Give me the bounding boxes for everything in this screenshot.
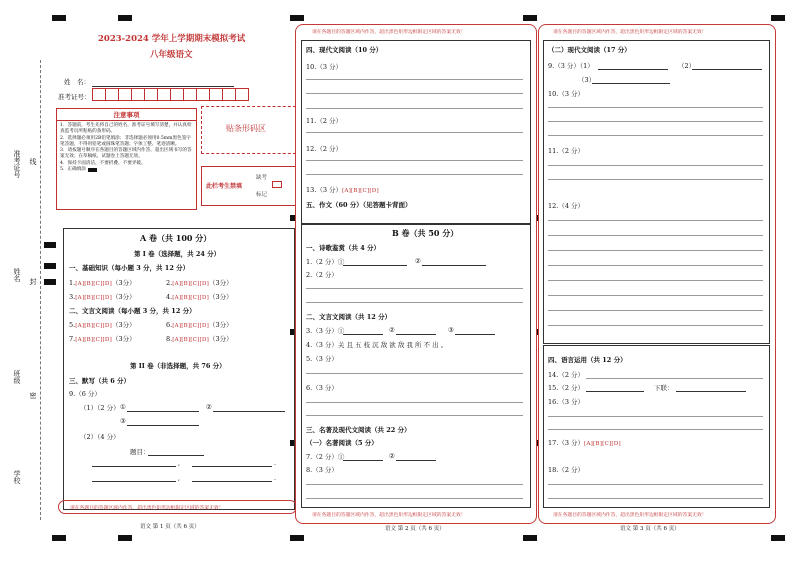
- binding-dashed-line: [40, 60, 41, 520]
- answer-line[interactable]: [306, 402, 523, 403]
- notice-box: [56, 108, 197, 210]
- p17-options[interactable]: [A][B][C][D]: [584, 441, 621, 447]
- side-label-name: 姓名: [13, 268, 21, 282]
- q10: 10.（3 分）: [306, 63, 343, 71]
- absent-k2: 标记: [256, 192, 268, 198]
- answer-line[interactable]: [306, 415, 523, 416]
- q6: 6.[A][B][C][D]（3分）: [166, 321, 233, 329]
- q12: 12.（2 分）: [306, 145, 343, 153]
- p3: 3.（3 分）①: [306, 327, 345, 335]
- answer-line[interactable]: [548, 484, 763, 485]
- section-1-title: 一、基础知识（每小题 3 分，共 12 分）: [69, 264, 190, 272]
- b-section-2: 二、文言文阅读（共 12 分）: [306, 313, 392, 321]
- notice-item: 3．请按题号顺序在各题目的答题区域内作答，超出区域书写的答案无效；在草稿纸、试题卷上答题无效。: [60, 148, 192, 160]
- warning-text: 请在各题目的答题区域内作答，超出黑色矩形边框限定区域的答案无效！: [553, 30, 707, 35]
- barcode-label: 贴条形码区: [226, 124, 266, 133]
- fill-example-icon: [88, 168, 97, 172]
- exam-subtitle: 八年级语文: [150, 50, 193, 60]
- answer-line[interactable]: [306, 174, 523, 175]
- q13: 13.（3 分）[A][B][C][D]: [306, 186, 379, 194]
- answer-line[interactable]: [548, 429, 763, 430]
- p3-c-label: ③: [448, 326, 454, 334]
- alignment-mark: [44, 279, 56, 285]
- p14: 14.（2 分）: [548, 371, 585, 379]
- p1-blank-2[interactable]: [422, 265, 486, 266]
- p15-b-label: 下联：: [654, 384, 674, 392]
- answer-line[interactable]: [548, 265, 763, 266]
- answer-line[interactable]: [548, 179, 763, 180]
- q1: 1.[A][B][C][D]（3分）: [69, 279, 136, 287]
- answer-line[interactable]: [306, 93, 523, 94]
- answer-line[interactable]: [548, 235, 763, 236]
- p1-blank-1[interactable]: [343, 265, 407, 266]
- q7: 7.[A][B][C][D]（3分）: [69, 335, 136, 343]
- side-label-xian: 线: [29, 158, 37, 165]
- answer-line[interactable]: [548, 416, 763, 417]
- blank-3[interactable]: [127, 425, 199, 426]
- answer-line[interactable]: [548, 498, 763, 499]
- q7-options[interactable]: [A][B][C][D]: [75, 337, 112, 343]
- answer-line[interactable]: [548, 135, 763, 136]
- c3-section-4: 四、语言运用（共 12 分）: [548, 356, 627, 364]
- alignment-mark: [44, 263, 56, 269]
- answer-line[interactable]: [548, 295, 763, 296]
- side-label-feng: 封: [29, 278, 37, 285]
- answer-line[interactable]: [548, 220, 763, 221]
- juan-b-title: B 卷（共 50 分）: [392, 228, 459, 238]
- page-footer: 语文 第 2 页（共 6 页）: [385, 526, 445, 532]
- warning-text: 请在各题目的答题区域内作答，超出黑色矩形边框限定区域的答案无效！: [312, 513, 466, 518]
- blank-3-label: ③: [120, 417, 126, 425]
- absent-checkbox[interactable]: [272, 181, 282, 188]
- section-2-title: 二、文言文阅读（每小题 3 分，共 12 分）: [69, 307, 196, 315]
- answer-line[interactable]: [306, 108, 523, 109]
- topic-field[interactable]: [148, 455, 204, 456]
- c3-heading: （二）现代文阅读（17 分）: [548, 46, 631, 54]
- alignment-mark: [771, 535, 785, 541]
- p12: 12.（4 分）: [548, 202, 585, 210]
- p9-blank-1[interactable]: [598, 69, 668, 70]
- p1-b-label: ②: [415, 257, 421, 265]
- b-section-3: 三、名著及现代文阅读（共 22 分）: [306, 426, 411, 434]
- p3-blank-2[interactable]: [396, 334, 436, 335]
- p9-b-label: （2）: [678, 62, 696, 70]
- id-boxes[interactable]: [92, 88, 249, 101]
- p6: 6.（3 分）: [306, 384, 338, 392]
- answer-line[interactable]: [586, 378, 763, 379]
- section-3-title: 三、默写（共 6 分）: [69, 377, 131, 385]
- blank-2[interactable]: [213, 411, 285, 412]
- q3-options[interactable]: [A][B][C][D]: [75, 295, 112, 301]
- juan-2-title: 第 II 卷（非选择题，共 76 分）: [130, 362, 226, 370]
- q4-options[interactable]: [A][B][C][D]: [172, 295, 209, 301]
- poem-line[interactable]: [192, 466, 272, 467]
- p16: 16.（3 分）: [548, 398, 585, 406]
- q13-options[interactable]: [A][B][C][D]: [342, 188, 379, 194]
- name-label: 姓 名：: [64, 78, 90, 86]
- poem-line[interactable]: [192, 481, 272, 482]
- alignment-mark: [44, 242, 56, 248]
- p7-b-label: ②: [389, 452, 395, 460]
- poem-line[interactable]: [92, 481, 176, 482]
- c2-section-5: 五、作文（60 分）（见答题卡背面）: [306, 201, 412, 209]
- page-footer: 语文 第 1 页（共 6 页）: [140, 524, 200, 530]
- alignment-mark: [290, 15, 304, 21]
- p2: 2.（2 分）: [306, 271, 338, 279]
- b-section-3a: （一）名著阅读（5 分）: [306, 439, 378, 447]
- notice-item: 4．保持卡面清洁，不要折叠、不要弄破。: [60, 160, 146, 166]
- p9-blank-3[interactable]: [592, 83, 670, 84]
- alignment-mark: [771, 15, 785, 21]
- p5: 5.（3 分）: [306, 355, 338, 363]
- answer-line[interactable]: [548, 310, 763, 311]
- alignment-mark: [52, 535, 66, 541]
- c2-section-4: 四、现代文阅读（10 分）: [306, 46, 383, 54]
- p8: 8.（3 分）: [306, 466, 338, 474]
- q2-options[interactable]: [A][B][C][D]: [172, 281, 209, 287]
- id-label: 准考证号：: [58, 93, 91, 101]
- q3: 3.[A][B][C][D]（3分）: [69, 293, 136, 301]
- exam-title: 2023-2024 学年上学期期末模拟考试: [98, 34, 246, 44]
- answer-line[interactable]: [306, 498, 523, 499]
- p11: 11.（2 分）: [548, 147, 585, 155]
- page-footer: 语文 第 3 页（共 6 页）: [620, 526, 680, 532]
- p3-b-label: ②: [389, 326, 395, 334]
- warning-text: 请在各题目的答题区域内作答，超出黑色矩形边框限定区域的答案无效！: [553, 513, 707, 518]
- q8: 8.[A][B][C][D]（3分）: [166, 335, 233, 343]
- side-label-mi: 密: [29, 392, 37, 399]
- p3-blank-3[interactable]: [455, 334, 495, 335]
- alignment-mark: [523, 15, 537, 21]
- p9-c-label: （3）: [578, 76, 596, 84]
- absent-label: 此栏考生禁填: [206, 183, 243, 190]
- b-section-1: 一、诗歌鉴赏（共 4 分）: [306, 244, 381, 252]
- side-label-school: 学校: [13, 470, 21, 484]
- q2: 2.[A][B][C][D]（3分）: [166, 279, 233, 287]
- p7-blank-1[interactable]: [343, 460, 383, 461]
- answer-line[interactable]: [306, 288, 523, 289]
- poem-line[interactable]: [92, 466, 176, 467]
- side-label-id: 准考证号: [13, 150, 21, 178]
- answer-line[interactable]: [548, 325, 763, 326]
- q9-1: （1）（2 分）: [80, 404, 120, 412]
- p10: 10.（3 分）: [548, 90, 585, 98]
- answer-line[interactable]: [306, 79, 523, 80]
- alignment-mark: [118, 15, 132, 21]
- q9-2: （2）（4 分）: [80, 433, 120, 441]
- answer-line[interactable]: [306, 484, 523, 485]
- answer-line[interactable]: [306, 302, 523, 303]
- p9: 9.（3 分）（1）: [548, 62, 594, 70]
- p17: 17.（3 分）[A][B][C][D]: [548, 439, 621, 447]
- poem-comma: ,: [178, 460, 180, 467]
- p15-blank-1[interactable]: [586, 391, 644, 392]
- name-field[interactable]: [92, 86, 234, 87]
- warning-text: 请在各题目的答题区域内作答，超出黑色矩形边框限定区域的答案无效！: [70, 506, 224, 511]
- poem-comma: .: [274, 475, 276, 482]
- juan-1-title: 第 I 卷（选择题，共 24 分）: [134, 250, 221, 258]
- p18: 18.（2 分）: [548, 466, 585, 474]
- q8-options[interactable]: [A][B][C][D]: [172, 337, 209, 343]
- warning-text: 请在各题目的答题区域内作答，超出黑色矩形边框限定区域的答案无效！: [312, 30, 466, 35]
- absent-k1: 缺考: [256, 175, 268, 181]
- q1-options[interactable]: [A][B][C][D]: [75, 281, 112, 287]
- answer-line[interactable]: [548, 250, 763, 251]
- poem-comma: .: [274, 460, 276, 467]
- topic-label: 题目：: [130, 448, 150, 456]
- notice-title: 注意事项: [57, 109, 196, 121]
- juan-a-title: A 卷（共 100 分）: [140, 233, 212, 243]
- answer-line[interactable]: [548, 121, 763, 122]
- alignment-mark: [52, 15, 66, 21]
- poem-comma: ,: [178, 475, 180, 482]
- p15: 15.（2 分）: [548, 384, 585, 392]
- p4: 4.（3 分）关 且 五 枝 沉 敌 欲 敌 我 所 不 出 。: [306, 341, 448, 349]
- answer-line[interactable]: [306, 132, 523, 133]
- side-label-class: 班级: [13, 370, 21, 384]
- answer-line[interactable]: [548, 165, 763, 166]
- q5: 5.[A][B][C][D]（3分）: [69, 321, 136, 329]
- answer-box-c3-upper: [543, 40, 770, 344]
- q5-options[interactable]: [A][B][C][D]: [75, 323, 112, 329]
- answer-line[interactable]: [548, 280, 763, 281]
- blank-1[interactable]: [127, 411, 199, 412]
- answer-line[interactable]: [548, 107, 763, 108]
- answer-line[interactable]: [306, 160, 523, 161]
- notice-item: 2．选择题必须用2B铅笔填涂；非选择题必须用0.5mm黑色签字笔答题，不得用铅笔或圆珠笔答题；字体工整、笔迹清晰。: [60, 135, 191, 147]
- q11: 11.（2 分）: [306, 117, 343, 125]
- p9-blank-2[interactable]: [692, 69, 762, 70]
- alignment-mark: [523, 535, 537, 541]
- q6-options[interactable]: [A][B][C][D]: [172, 323, 209, 329]
- p7: 7.（2 分）①: [306, 453, 345, 461]
- p7-blank-2[interactable]: [396, 460, 436, 461]
- blank-2-label: ②: [206, 403, 212, 411]
- p3-blank-1[interactable]: [343, 334, 383, 335]
- alignment-mark: [290, 535, 304, 541]
- q4: 4.[A][B][C][D]（3分）: [166, 293, 233, 301]
- p1: 1.（2 分）①: [306, 258, 345, 266]
- warning-frame: [58, 500, 297, 514]
- notice-item: 5．正确填涂: [60, 167, 86, 173]
- p15-blank-2[interactable]: [676, 391, 746, 392]
- notice-item: 1．答题前，考生先将自己的姓名，准考证号填写清楚，并认真检查监考员所粘贴的条形码。: [60, 123, 192, 135]
- q9: 9.（6 分）: [69, 390, 101, 398]
- alignment-mark: [118, 535, 132, 541]
- blank-1-label: ①: [120, 403, 126, 411]
- answer-line[interactable]: [306, 373, 523, 374]
